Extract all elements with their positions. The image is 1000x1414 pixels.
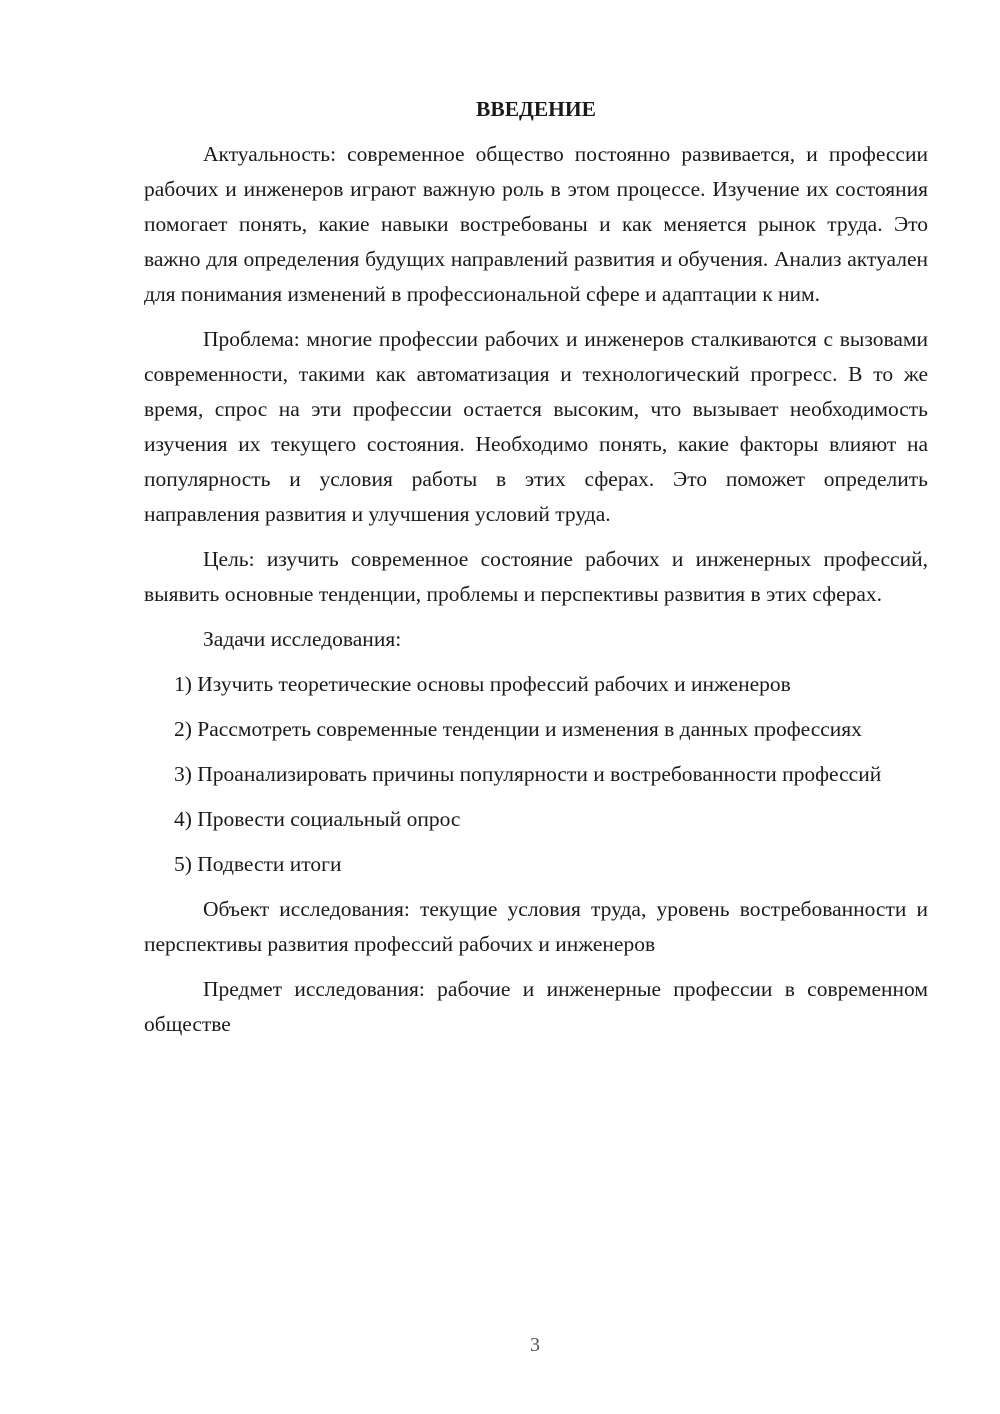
task-item-2: 2) Рассмотреть современные тенденции и изменения в данных профессиях	[174, 717, 862, 741]
task-item-5: 5) Подвести итоги	[174, 852, 342, 876]
page-content	[144, 92, 928, 1052]
goal-paragraph: Цель: изучить современное состояние рабочих и инженерных профессий, выявить основные тенденции, проблемы и перспективы развития в этих сферах.	[144, 547, 928, 606]
task-item-3: 3) Проанализировать причины популярности и востребованности профессий	[174, 762, 882, 786]
relevance-paragraph: Актуальность: современное общество постоянно развивается, и профессии рабочих и инженеров играют важную роль в этом процессе. Изучение их состояния помогает понять, какие навыки востребованы и как меняется рынок труда. Это важно для определения будущих направлений развития и обучения. Анализ актуален для понимания изменений в профессиональной сфере и адаптации к ним.	[144, 142, 928, 306]
page-title: ВВЕДЕНИЕ	[476, 97, 596, 121]
task-item-1: 1) Изучить теоретические основы профессий рабочих и инженеров	[174, 672, 791, 696]
page-number: 3	[530, 1334, 540, 1356]
problem-paragraph: Проблема: многие профессии рабочих и инженеров сталкиваются с вызовами современности, такими как автоматизация и технологический прогресс. В то же время, спрос на эти профессии остается высоким, что вызывает необходимость изучения их текущего состояния. Необходимо понять, какие факторы влияют на популярность и условия работы в этих сферах. Это поможет определить направления развития и улучшения условий труда.	[144, 327, 928, 526]
object-paragraph: Объект исследования: текущие условия труда, уровень востребованности и перспективы развития профессий рабочих и инженеров	[144, 897, 928, 956]
tasks-heading: Задачи исследования:	[203, 627, 402, 651]
task-item-4: 4) Провести социальный опрос	[174, 807, 461, 831]
subject-paragraph: Предмет исследования: рабочие и инженерные профессии в современном обществе	[144, 977, 928, 1036]
